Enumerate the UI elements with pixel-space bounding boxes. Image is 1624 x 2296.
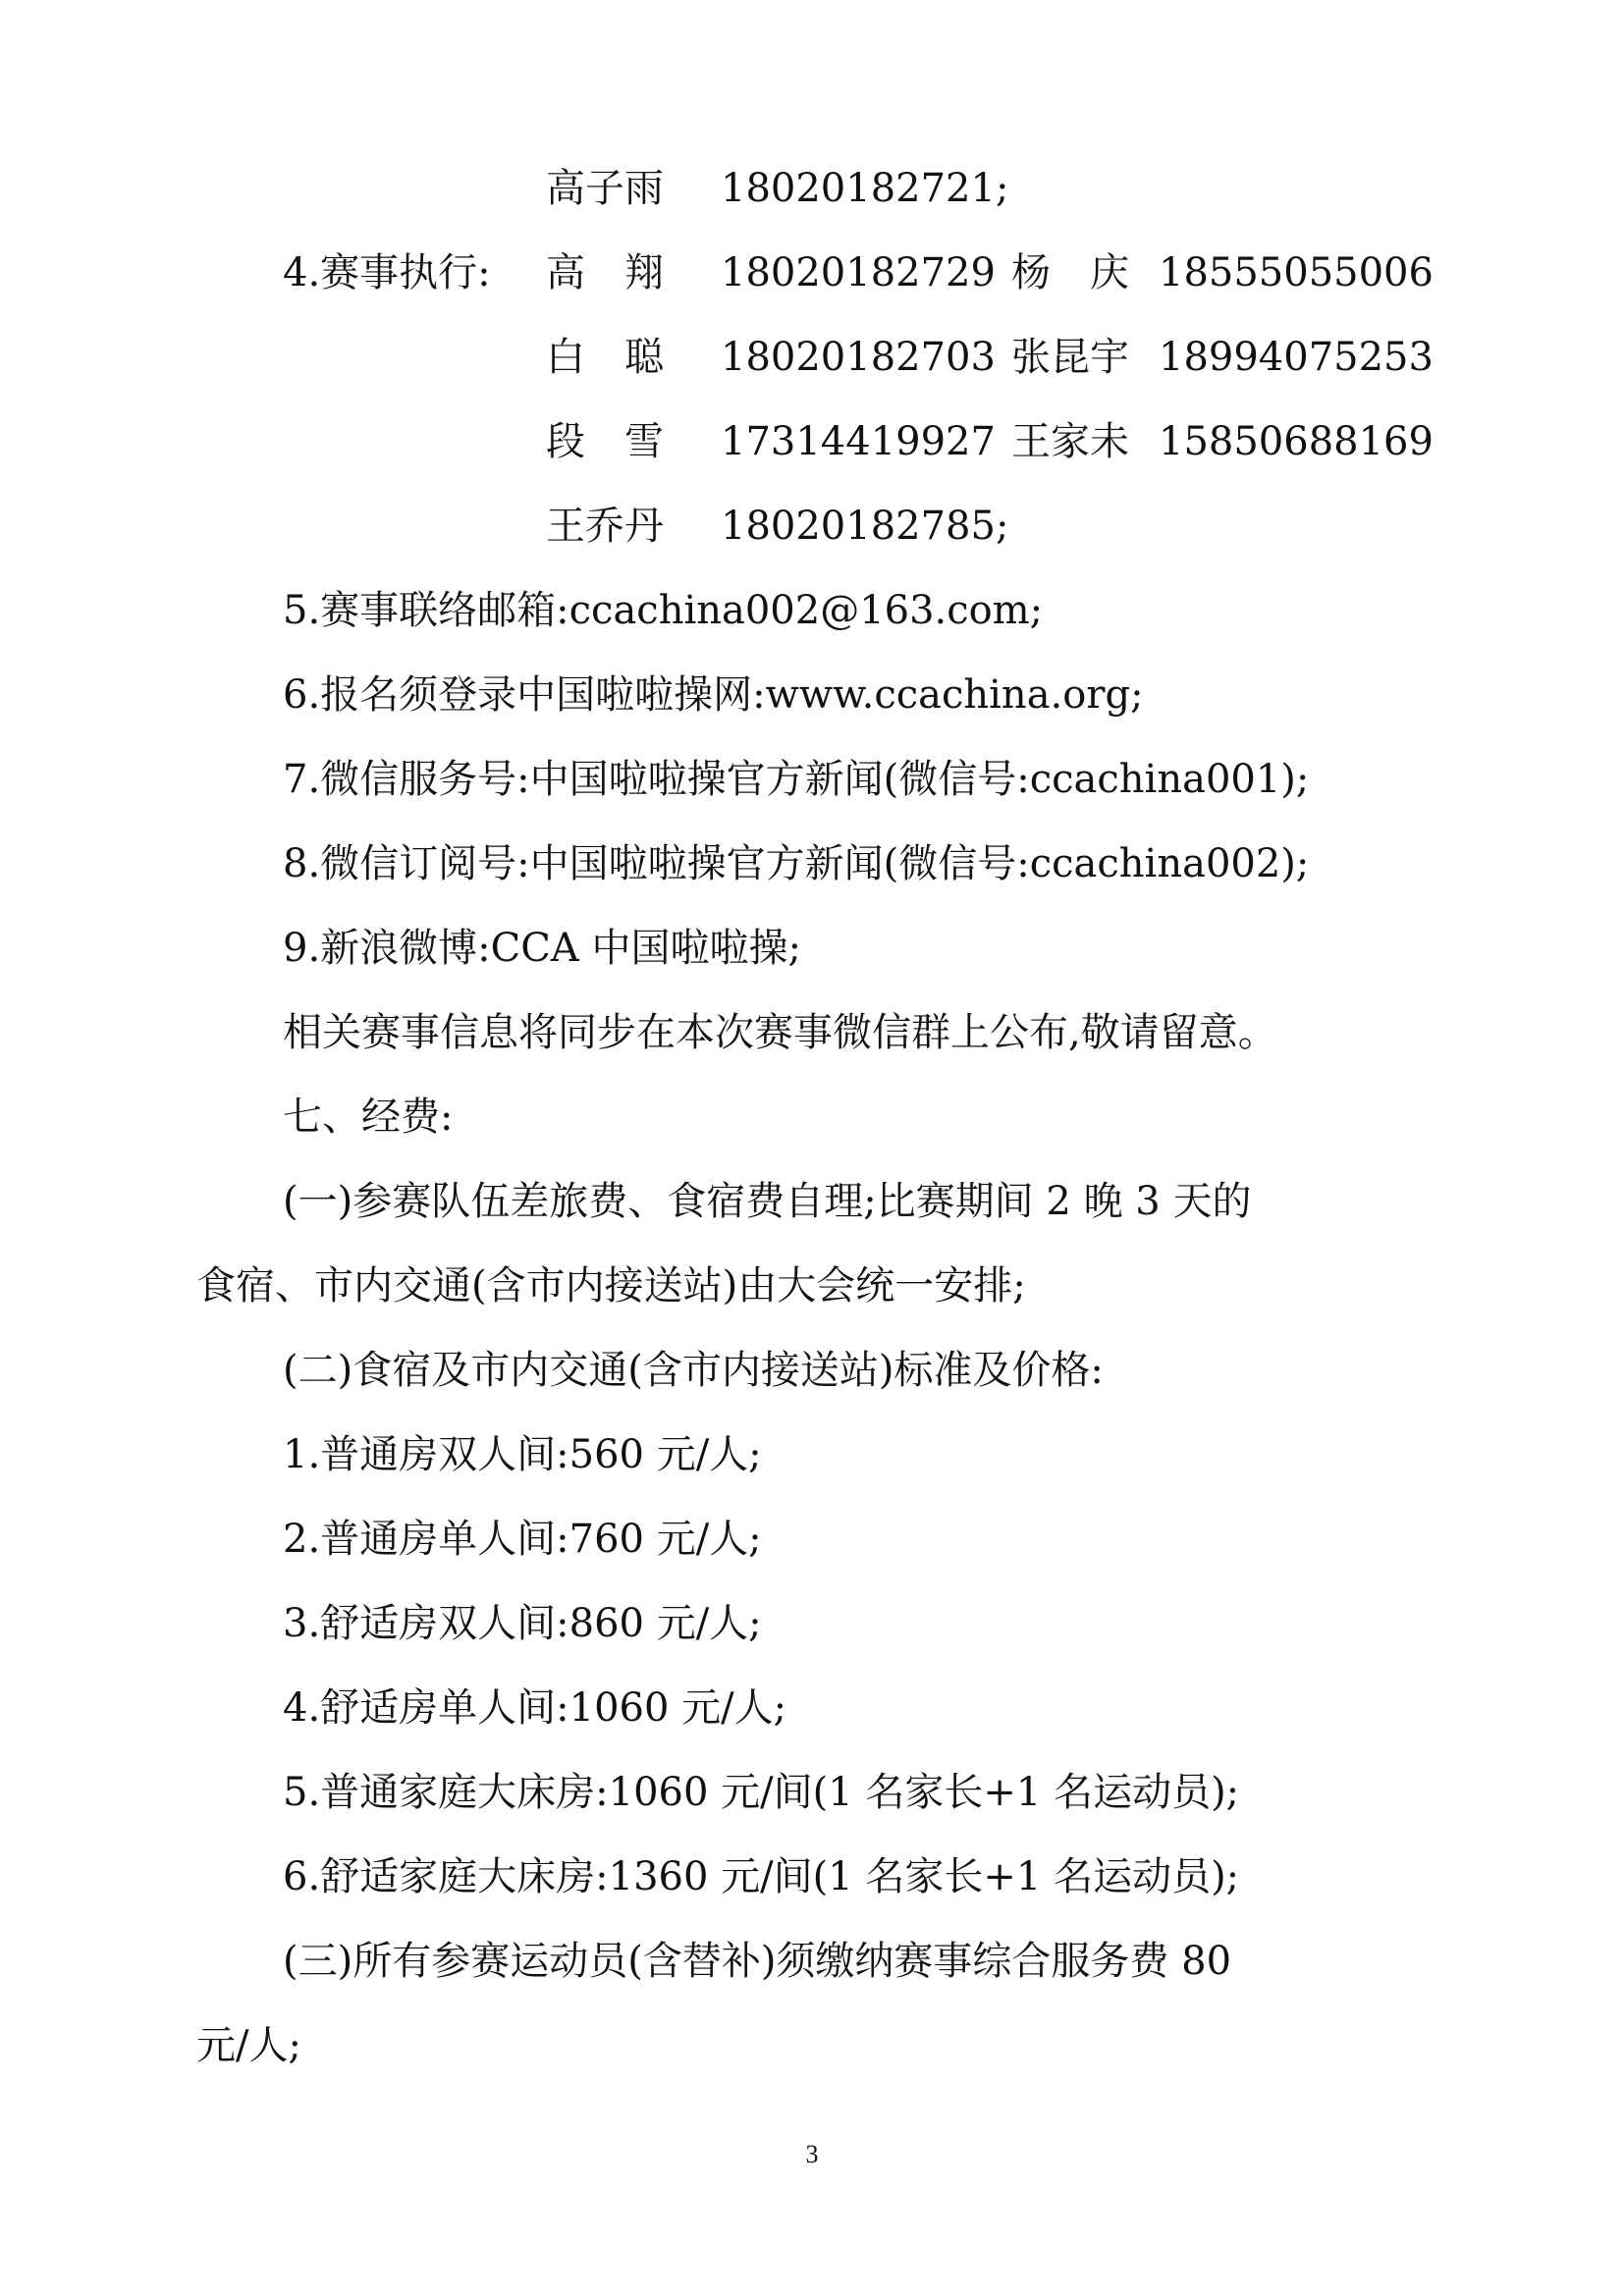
register-line: 6.报名须登录中国啦啦操网:www.ccachina.org;	[283, 672, 1144, 718]
contact-name: 白 聪	[546, 335, 664, 380]
notice-line: 相关赛事信息将同步在本次赛事微信群上公布,敬请留意。	[283, 1010, 1277, 1055]
execution-label: 4.赛事执行:	[283, 250, 491, 295]
email-line: 5.赛事联络邮箱:ccachina002@163.com;	[283, 588, 1044, 633]
price-item: 4.舒适房单人间:1060 元/人;	[283, 1685, 787, 1731]
price-item: 6.舒适家庭大床房:1360 元/间(1 名家长+1 名运动员);	[283, 1854, 1240, 1899]
price-item: 3.舒适房双人间:860 元/人;	[283, 1601, 762, 1646]
fee-item-3: (三)所有参赛运动员(含替补)须缴纳赛事综合服务费 80	[283, 1939, 1232, 1984]
price-item: 1.普通房双人间:560 元/人;	[283, 1432, 762, 1477]
contact-phone: 15850688169	[1159, 419, 1434, 464]
contact-name: 杨 庆	[1011, 250, 1129, 295]
fee-item-3-continued: 元/人;	[196, 2023, 301, 2068]
page-number: 3	[805, 2140, 819, 2168]
contact-phone: 18020182703	[721, 335, 996, 380]
contact-phone: 17314419927	[721, 419, 996, 464]
contact-name: 王家未	[1011, 419, 1129, 464]
wechat-service-line: 7.微信服务号:中国啦啦操官方新闻(微信号:ccachina001);	[283, 757, 1310, 802]
fee-item-1-continued: 食宿、市内交通(含市内接送站)由大会统一安排;	[196, 1263, 1026, 1308]
contact-phone: 18994075253	[1159, 335, 1434, 380]
contact-phone: 18020182729	[721, 250, 996, 295]
section-heading-fees: 七、经费:	[283, 1095, 454, 1140]
fee-item-1: (一)参赛队伍差旅费、食宿费自理;比赛期间 2 晚 3 天的	[283, 1179, 1252, 1224]
price-item: 2.普通房单人间:760 元/人;	[283, 1517, 762, 1562]
wechat-subscribe-line: 8.微信订阅号:中国啦啦操官方新闻(微信号:ccachina002);	[283, 841, 1310, 886]
contact-name: 高子雨	[546, 166, 664, 211]
fee-item-2: (二)食宿及市内交通(含市内接送站)标准及价格:	[283, 1348, 1104, 1393]
contact-phone: 18555055006	[1159, 250, 1434, 295]
weibo-line: 9.新浪微博:CCA 中国啦啦操;	[283, 926, 801, 971]
contact-name: 高 翔	[546, 250, 664, 295]
price-item: 5.普通家庭大床房:1060 元/间(1 名家长+1 名运动员);	[283, 1770, 1240, 1815]
contact-name: 段 雪	[546, 419, 664, 464]
contact-name: 王乔丹	[546, 504, 664, 549]
contact-name: 张昆宇	[1011, 335, 1129, 380]
contact-phone: 18020182785;	[721, 504, 1009, 549]
contact-phone: 18020182721;	[721, 166, 1009, 211]
